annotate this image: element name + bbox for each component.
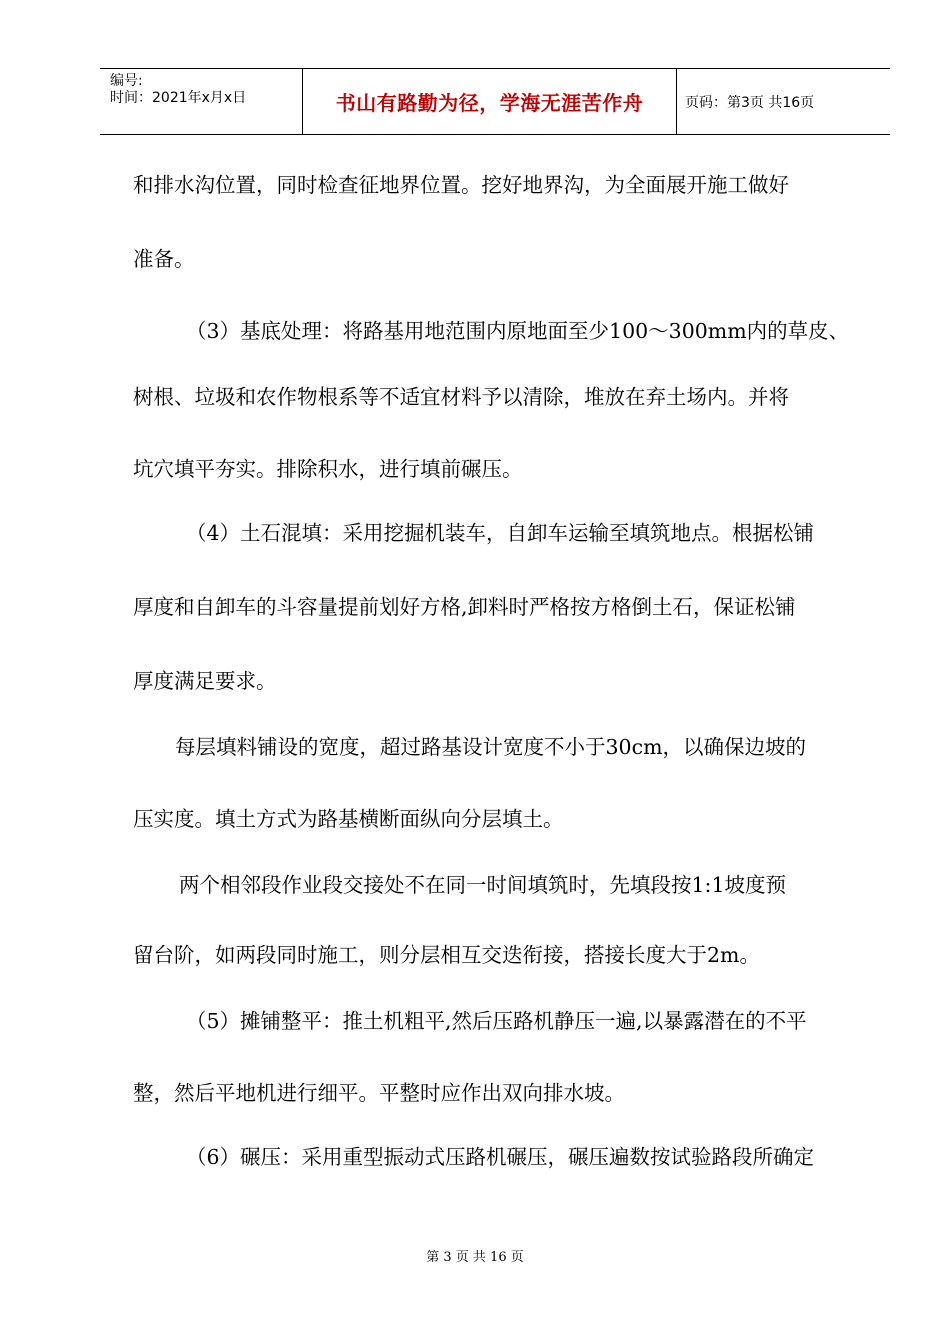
- body-line: 整，然后平地机进行细平。平整时应作出双向排水坡。: [133, 1081, 625, 1105]
- body-line: 准备。: [133, 247, 195, 271]
- body-line: 留台阶，如两段同时施工，则分层相互交迭衔接，搭接长度大于2m。: [133, 943, 760, 967]
- body-line: 坑穴填平夯实。排除积水，进行填前碾压。: [133, 457, 523, 481]
- header-motto: 书山有路勤为径，学海无涯苦作舟: [302, 69, 677, 134]
- body-line: 两个相邻段作业段交接处不在同一时间填筑时，先填段按1:1坡度预: [179, 873, 786, 897]
- body-line: （3）基底处理：将路基用地范围内原地面至少100～300mm内的草皮、: [186, 319, 850, 343]
- document-time: 时间：2021年x月x日: [110, 90, 247, 106]
- page-header: [100, 68, 890, 135]
- body-line: （6）碾压：采用重型振动式压路机碾压，碾压遍数按试验路段所确定: [186, 1145, 815, 1169]
- body-line: （5）摊铺整平：推土机粗平,然后压路机静压一遍,以暴露潜在的不平: [186, 1009, 807, 1033]
- body-line: 树根、垃圾和农作物根系等不适宜材料予以清除，堆放在弃土场内。并将: [133, 385, 789, 409]
- header-page-info: 页码：第3页 共16页: [685, 94, 815, 111]
- body-line: 每层填料铺设的宽度，超过路基设计宽度不小于30cm，以确保边坡的: [175, 735, 807, 759]
- header-meta: [100, 69, 302, 134]
- body-line: 压实度。填土方式为路基横断面纵向分层填土。: [133, 807, 564, 831]
- page-footer: 第 3 页 共 16 页: [426, 1250, 524, 1265]
- document-number-label: 编号:: [110, 73, 143, 89]
- body-line: 厚度满足要求。: [133, 669, 277, 693]
- body-line: （4）土石混填：采用挖掘机装车，自卸车运输至填筑地点。根据松铺: [186, 521, 815, 545]
- body-line: 和排水沟位置，同时检查征地界位置。挖好地界沟，为全面展开施工做好: [133, 173, 789, 197]
- body-line: 厚度和自卸车的斗容量提前划好方格,卸料时严格按方格倒土石，保证松铺: [133, 595, 796, 619]
